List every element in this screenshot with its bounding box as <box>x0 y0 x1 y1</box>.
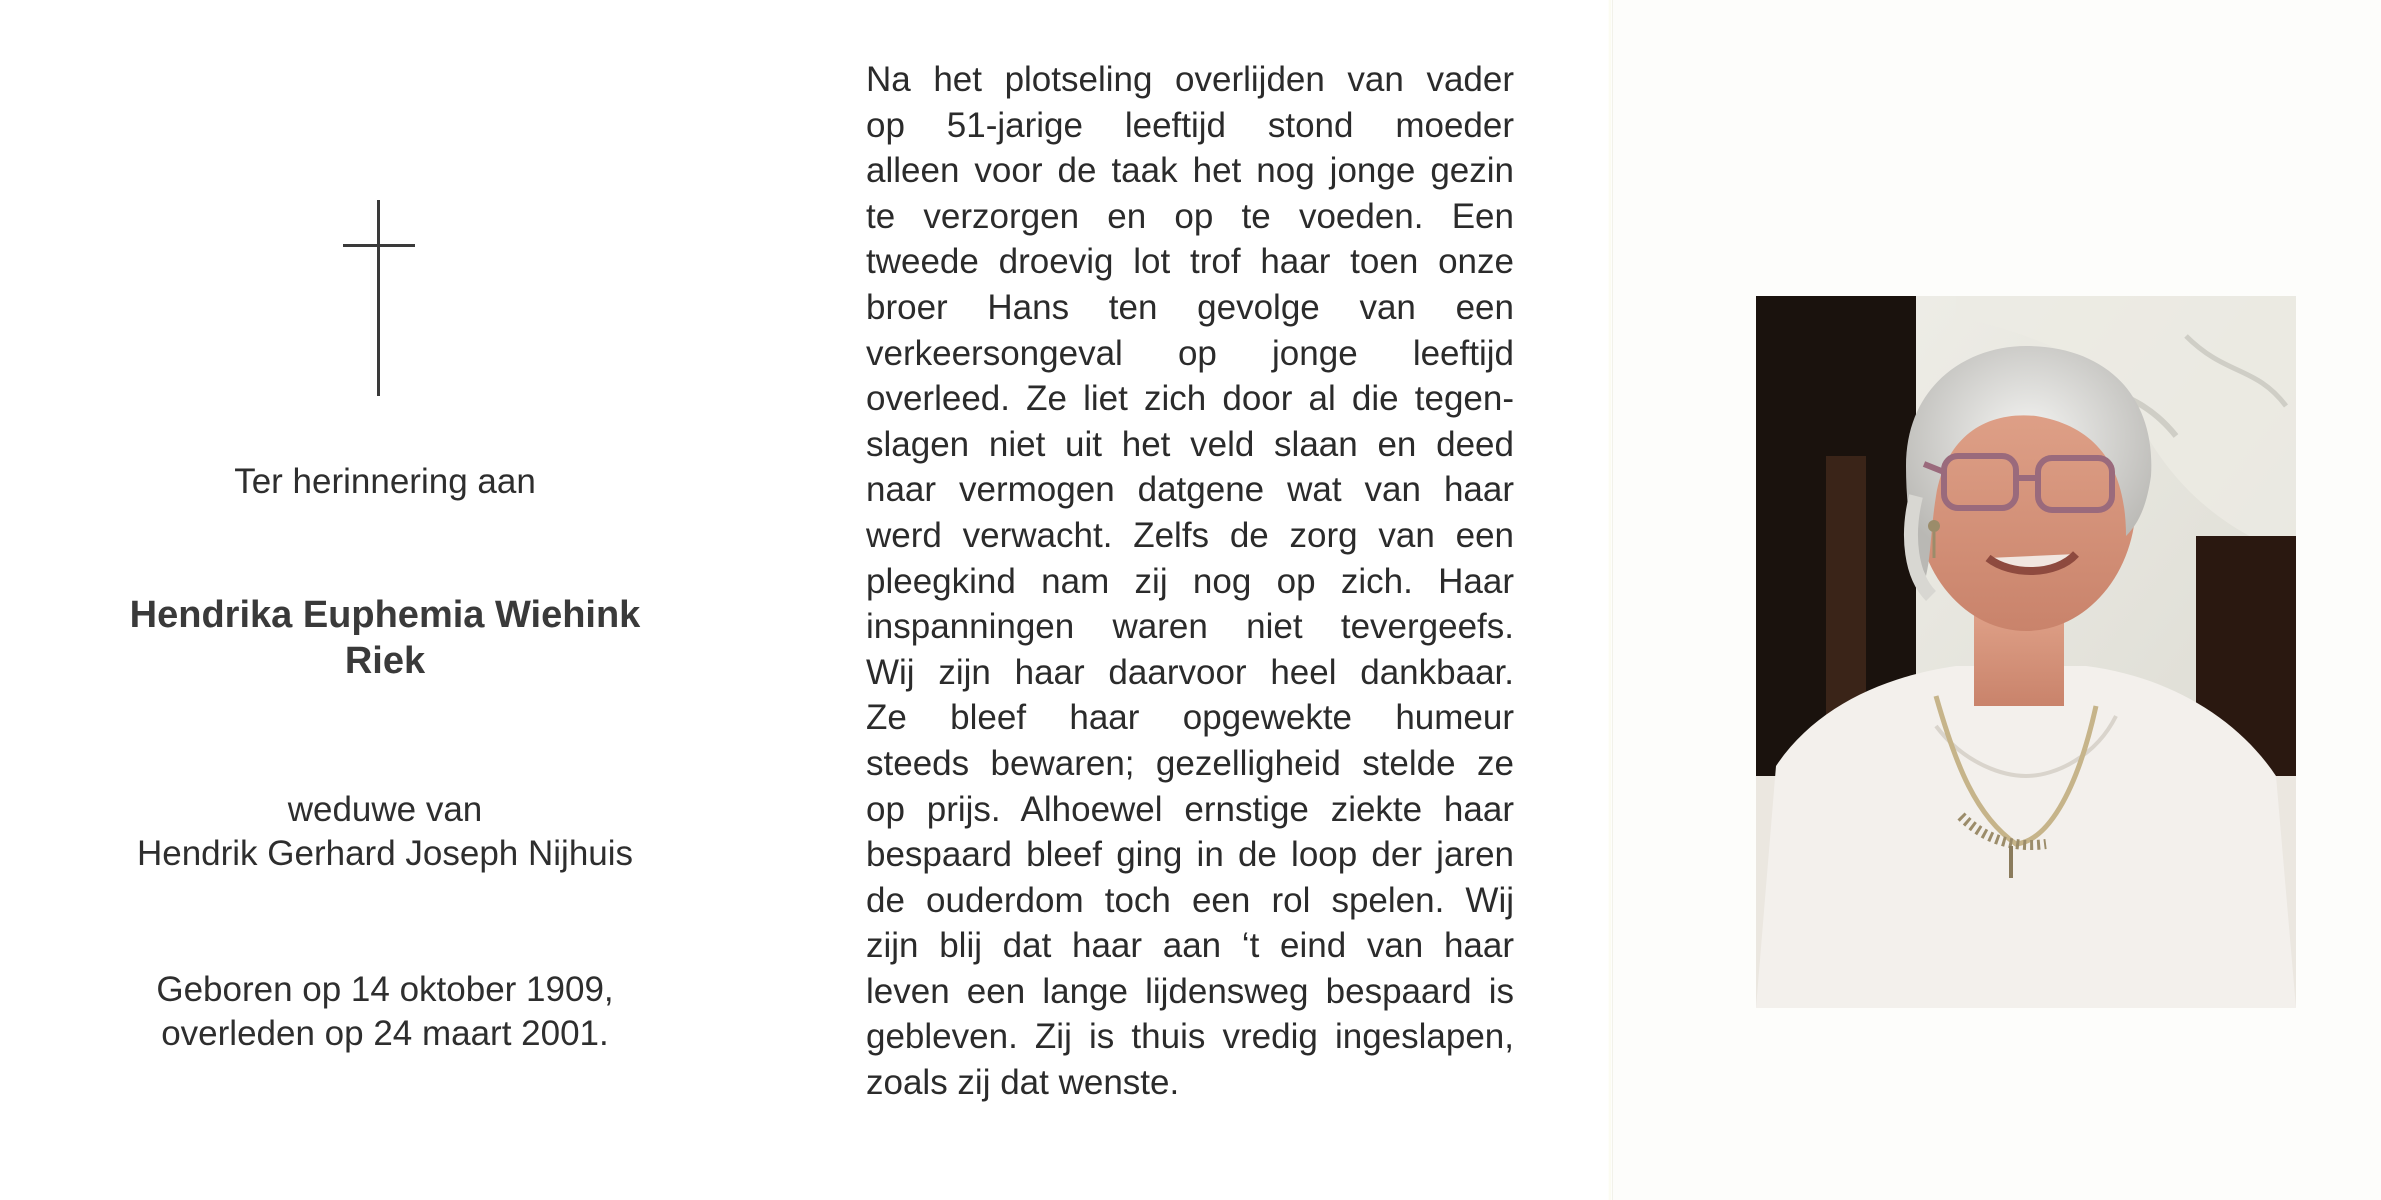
story-line: werd verwacht. Zelfs de zorg van een <box>866 515 1514 555</box>
story-line: pleegkind nam zij nog op zich. Haar <box>866 561 1514 601</box>
story-line: slagen niet uit het veld slaan en deed <box>866 424 1514 464</box>
story-line: zijn blij dat haar aan ‘t eind van haar <box>866 926 1514 966</box>
left-panel <box>0 0 770 1200</box>
story-line: verkeersongeval op jonge leeftijd <box>866 333 1514 373</box>
story-line: Ze bleef haar opgewekte humeur <box>866 698 1514 738</box>
spouse-name: Hendrik Gerhard Joseph Nijhuis <box>136 834 634 873</box>
story-line: naar vermogen datgene wat van haar <box>866 470 1514 510</box>
story-line: broer Hans ten gevolge van een <box>866 287 1514 327</box>
story-line: Wij zijn haar daarvoor heel dankbaar. <box>866 652 1514 692</box>
portrait-photo <box>1756 296 2296 1008</box>
story-line: bespaard bleef ging in de loop der jaren <box>866 835 1514 875</box>
widow-info <box>0 788 770 876</box>
deceased-nickname: Riek <box>344 640 426 682</box>
memorial-text <box>866 57 1514 1106</box>
story-line: de ouderdom toch een rol spelen. Wij <box>866 880 1514 920</box>
widow-label: weduwe van <box>287 790 483 829</box>
story-line: op 51-jarige leeftijd stond moeder <box>866 105 1514 145</box>
story-line: gebleven. Zij is thuis vredig ingeslapen, <box>866 1017 1514 1057</box>
story-line: inspanningen waren niet tevergeefs. <box>866 607 1514 647</box>
story-line: overleed. Ze liet zich door al die tegen- <box>866 379 1514 419</box>
intro-text: Ter herinnering aan <box>234 462 536 501</box>
death-date: overleden op 24 maart 2001. <box>161 1014 609 1053</box>
story-line: leven een lange lijdensweg bespaard is <box>866 971 1514 1011</box>
deceased-name <box>0 592 770 684</box>
story-line: tweede droevig lot trof haar toen onze <box>866 242 1514 282</box>
story-line: alleen voor de taak het nog jonge gezin <box>866 151 1514 191</box>
story-line: te verzorgen en op te voeden. Een <box>866 196 1514 236</box>
portrait-illustration <box>1756 296 2296 1008</box>
birth-date: Geboren op 14 oktober 1909, <box>156 970 614 1009</box>
cross-icon <box>343 200 415 396</box>
story-line: op prijs. Alhoewel ernstige ziekte haar <box>866 789 1514 829</box>
story-line: zoals zij dat wenste. <box>866 1063 1180 1103</box>
story-line: Na het plotseling overlijden van vader <box>866 60 1514 99</box>
life-dates <box>0 968 770 1056</box>
story-line: steeds bewaren; gezelligheid stelde ze <box>866 743 1514 783</box>
deceased-full-name: Hendrika Euphemia Wiehink <box>129 594 641 636</box>
